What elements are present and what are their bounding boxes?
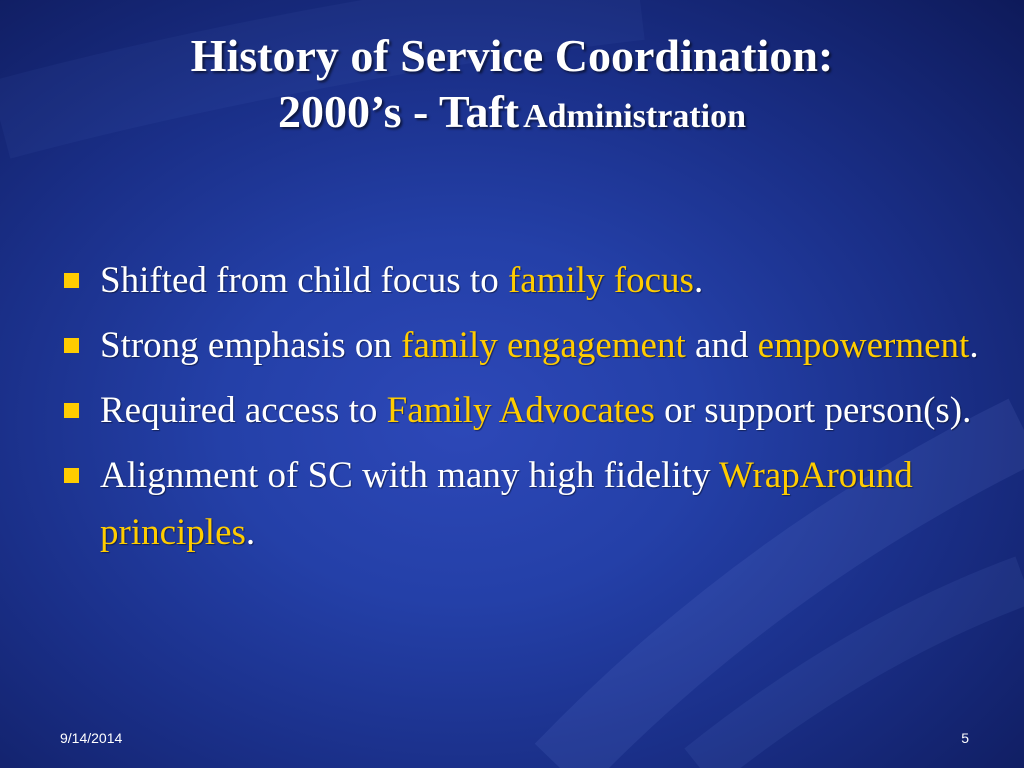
square-bullet-icon (64, 403, 79, 418)
bullet-list (62, 252, 982, 569)
bullet-highlight: WrapAround principles (100, 455, 913, 553)
title-line-2-main: 2000’s - Taft (277, 86, 520, 137)
bullet-text: . (245, 512, 256, 553)
slide-title (0, 28, 1024, 151)
bullet-text: Strong emphasis on (100, 325, 402, 366)
footer-date: 9/14/2014 (60, 730, 123, 746)
bullet-highlight: family engagement (401, 325, 686, 366)
slide-number: 5 (961, 730, 969, 746)
square-bullet-icon (64, 468, 79, 483)
bullet-text: Alignment of SC with many high fidelity (100, 455, 720, 496)
bullet-item (62, 317, 982, 374)
bullet-text: and (685, 325, 758, 366)
bullet-highlight: Family Advocates (386, 390, 655, 431)
title-line-1: History of Service Coordination: (190, 30, 834, 81)
bullet-item (62, 447, 982, 561)
square-bullet-icon (64, 273, 79, 288)
title-line-2 (0, 84, 1024, 151)
bullet-text: Required access to (100, 390, 387, 431)
bullet-item (62, 252, 982, 309)
bullet-item (62, 382, 982, 439)
bullet-text: . (969, 325, 979, 366)
bullet-text: . (693, 260, 704, 301)
bullet-highlight: empowerment (757, 325, 970, 366)
bullet-text: or support person(s). (654, 390, 972, 431)
title-line-2-small: Administration (523, 98, 747, 135)
square-bullet-icon (64, 338, 79, 353)
bullet-highlight: family focus (507, 260, 694, 301)
bullet-text: Shifted from child focus to (100, 260, 508, 301)
